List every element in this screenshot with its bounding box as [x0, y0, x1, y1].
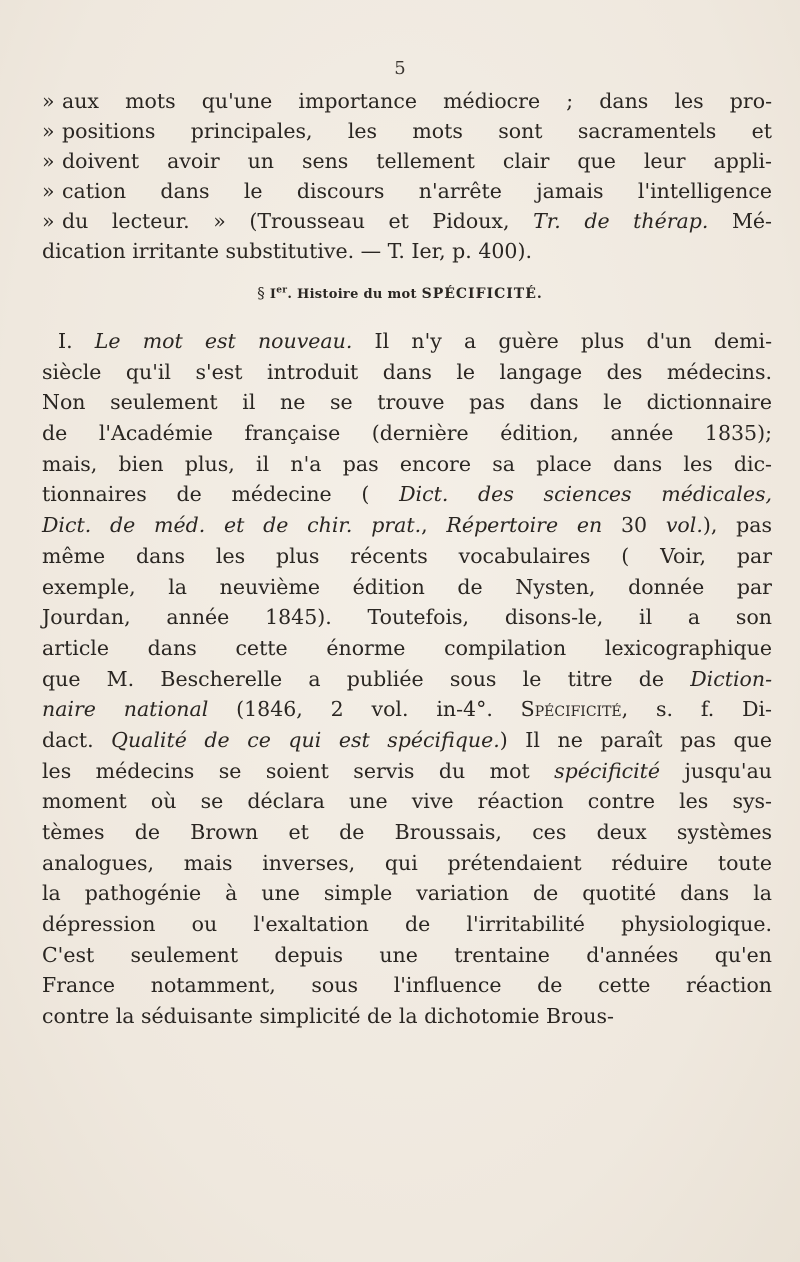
- quote-line: » aux mots qu'une importance médiocre ; dans les pro-: [42, 86, 772, 116]
- text-line: C'est seulement depuis une trentaine d'années qu'en: [42, 942, 772, 967]
- text-line: les médecins se soient servis du mot spécificité jusqu'au: [42, 758, 772, 783]
- text-line: analogues, mais inverses, qui prétendaient réduire toute: [42, 850, 772, 875]
- quote-line: » du lecteur. » (Trousseau et Pidoux, Tr. de thérap. Mé-: [42, 206, 772, 236]
- text-line: tèmes de Brown et de Broussais, ces deux systèmes: [42, 820, 772, 844]
- text-line: de l'Académie française (dernière édition, année 1835);: [42, 421, 772, 446]
- quote-mark: »: [42, 89, 55, 113]
- text-line: mais, bien plus, il n'a pas encore sa place dans les dic-: [42, 451, 772, 476]
- text-line: naire national (1846, 2 vol. in-4°. Spécificité, s. f. Di-: [42, 697, 772, 722]
- text-line: que M. Bescherelle a publiée sous le titre de Diction-: [42, 666, 772, 691]
- body-paragraph: [42, 326, 772, 1032]
- quote-line: » positions principales, les mots sont sacramentels et: [42, 116, 772, 146]
- text-line: moment où se déclara une vive réaction contre les sys-: [42, 789, 772, 814]
- text-line: article dans cette énorme compilation lexicographique: [42, 635, 772, 660]
- quote-mark: »: [42, 149, 55, 173]
- text-line: dact. Qualité de ce qui est spécifique.) Il ne paraît pas que: [42, 727, 772, 752]
- text-line: contre la séduisante simplicité de la dichotomie Brous-: [42, 1004, 614, 1029]
- text-line: même dans les plus récents vocabulaires ( Voir, par: [42, 543, 772, 568]
- text-line: I. Le mot est nouveau. Il n'y a guère plus d'un demi-: [58, 329, 773, 353]
- text-line: France notamment, sous l'influence de cette réaction: [42, 973, 772, 998]
- text-line: Jourdan, année 1845). Toutefois, disons-le, il a son: [42, 605, 772, 630]
- text-line: tionnaires de médecine ( Dict. des sciences médicales,: [42, 482, 772, 507]
- quote-line: » doivent avoir un sens tellement clair que leur appli-: [42, 146, 772, 176]
- quote-line: dication irritante substitutive. — T. Ier, p. 400).: [42, 239, 532, 263]
- text-line: la pathogénie à une simple variation de quotité dans la: [42, 881, 772, 906]
- text-line: siècle qu'il s'est introduit dans le langage des médecins.: [42, 359, 772, 384]
- text-line: exemple, la neuvième édition de Nysten, donnée par: [42, 574, 772, 599]
- quote-mark: »: [42, 209, 55, 233]
- quote-mark: »: [42, 179, 55, 203]
- text-line: dépression ou l'exaltation de l'irritabilité physiologique.: [42, 912, 772, 937]
- section-heading: § Ier. Histoire du mot SPÉCIFICITÉ.: [257, 284, 543, 302]
- text-line: Dict. de méd. et de chir. prat., Répertoire en 30 vol.), pas: [42, 513, 772, 538]
- text-line: Non seulement il ne se trouve pas dans le dictionnaire: [42, 390, 772, 415]
- quotation-block: [42, 86, 772, 266]
- page-number: 5: [394, 58, 406, 79]
- quote-mark: »: [42, 119, 55, 143]
- quote-line: » cation dans le discours n'arrête jamais l'intelligence: [42, 176, 772, 206]
